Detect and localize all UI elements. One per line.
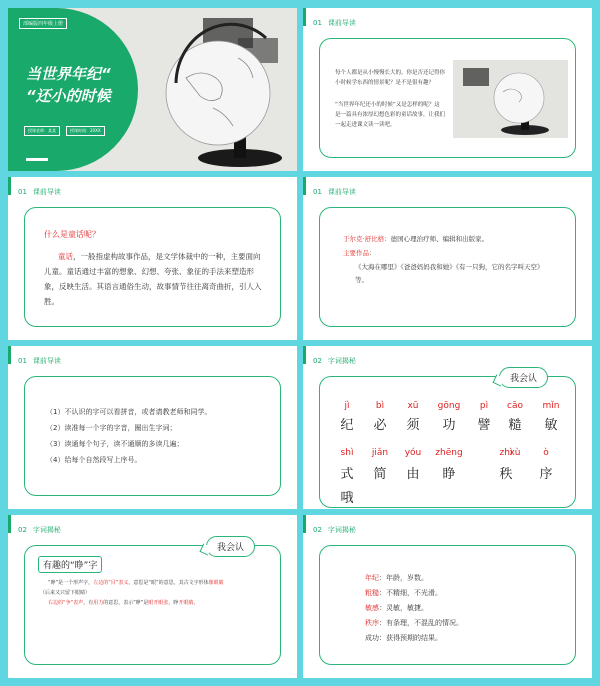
hanzi: 纪 <box>340 418 354 433</box>
slide-header: 02 字词揭秘 <box>313 357 356 365</box>
pinyin: xù <box>509 448 521 458</box>
slide-title[interactable] <box>8 8 297 171</box>
pinyin: zhēng <box>435 448 463 458</box>
slide-intro[interactable] <box>303 8 592 171</box>
globe-thumbnail <box>453 60 568 138</box>
pinyin: gōng <box>437 401 461 411</box>
date-badge: 授课时间：20XX <box>66 126 105 136</box>
hanzi: 须 <box>406 418 420 433</box>
header-marker <box>8 177 11 195</box>
header-marker <box>303 346 306 364</box>
pinyin: yóu <box>404 448 422 458</box>
works-line: 主要作品： <box>343 249 376 257</box>
hanzi: 譬 <box>477 418 491 433</box>
pinyin: xū <box>407 401 419 411</box>
hanzi: 秩 <box>499 467 513 482</box>
hanzi: 由 <box>406 467 420 482</box>
pinyin: jì <box>344 401 350 411</box>
slide-vocabulary-pinyin[interactable] <box>303 346 592 509</box>
term-fairytale: 童话 <box>58 252 73 261</box>
definition-item: 成功：获得预期的结果。 <box>365 634 442 642</box>
definition-list <box>365 571 565 646</box>
definition-text: 童话，一般指虚构故事作品，是文学体裁中的一种，主要面向儿童。童话通过丰富的想象、幻想、夸张、象征的手法来塑造形象，反映生活。其语言通俗生动，故事情节往往离奇曲折，引人入胜。 <box>44 252 262 306</box>
pinyin: pì <box>479 401 489 411</box>
author-line: 于尔克·舒比格：德国心理治疗师、编辑和出版家。 <box>343 235 489 243</box>
task-item: （4）给每个自然段写上序号。 <box>46 456 142 464</box>
intro-para-2: “当世界年纪还小的时候”又是怎样的呢？这是一篇具有浓厚幻想色彩的童话故事，让我们一起走进课文读一读吧。 <box>335 102 446 128</box>
definition-item: 秩序：有条理，不混乱的情况。 <box>365 619 463 627</box>
header-marker <box>303 8 306 26</box>
card-title: 有趣的“睁”字 <box>38 556 102 573</box>
slide-header: 01 课前导读 <box>313 19 356 27</box>
pinyin: shì <box>340 448 354 458</box>
hanzi: 式 <box>340 467 354 482</box>
slide-author[interactable] <box>303 177 592 340</box>
slide-reading-tasks[interactable] <box>8 346 297 509</box>
slide-header: 02 字词揭秘 <box>18 526 61 534</box>
definition-item: 年纪：年龄，岁数。 <box>365 574 428 582</box>
slide-header: 01 课前导读 <box>18 357 61 365</box>
task-item: （2）读准每一个字的字音，圈出生字词； <box>46 424 177 432</box>
speech-bubble: 我会认 <box>499 367 548 388</box>
course-tag: 部编版四年级上册 <box>19 18 67 29</box>
author-name: 于尔克·舒比格 <box>343 235 385 243</box>
task-item: （3）读通每个句子，读不通顺的多读几遍； <box>46 440 184 448</box>
pinyin: ò <box>543 448 549 458</box>
pinyin: bì <box>375 401 385 411</box>
hanzi: 敏 <box>544 418 558 433</box>
hanzi: 糙 <box>508 418 522 433</box>
hanzi: 必 <box>373 418 387 433</box>
hanzi: 功 <box>442 418 456 433</box>
works-list: 《大海在哪里》《爸爸妈妈我和她》《有一只狗，它的名字叫天空》等。 <box>355 263 544 284</box>
slide-fairytale-definition[interactable] <box>8 177 297 340</box>
task-item: （1）不认识的字可以看拼音，或者请教老师和同学。 <box>46 408 212 416</box>
header-marker <box>8 346 11 364</box>
works-label: 主要作品 <box>343 249 369 257</box>
question-heading: 什么是童话呢？ <box>44 230 100 239</box>
hanzi: 简 <box>373 467 387 482</box>
title-line-1: 当世界年纪“ <box>26 65 111 83</box>
slide-word-meanings[interactable] <box>303 515 592 678</box>
header-marker <box>8 515 11 533</box>
slide-header: 02 字词揭秘 <box>313 526 356 534</box>
teacher-badge: 授课老师：某某 <box>24 126 60 136</box>
speech-bubble: 我会认 <box>206 536 255 557</box>
hanzi: 哦 <box>340 491 354 506</box>
title-line-2: “还小的时候 <box>26 87 111 105</box>
slide-character-zheng[interactable] <box>8 515 297 678</box>
intro-para-1: 每个人都是从小慢慢长大的。你是否还记得你小时候学东西的情景呢？是不是很有趣？ <box>335 70 446 86</box>
definition-item: 敏感：灵敏，敏捷。 <box>365 604 428 612</box>
task-list <box>46 404 276 468</box>
pinyin: zhì <box>499 448 513 458</box>
header-marker <box>303 515 306 533</box>
pinyin: jiǎn <box>371 448 389 458</box>
slide-header: 01 课前导读 <box>313 188 356 196</box>
header-marker <box>303 177 306 195</box>
pinyin: mǐn <box>542 401 560 411</box>
hanzi: 序 <box>539 467 553 482</box>
definition-item: 粗糙：不精细，不光滑。 <box>365 589 442 597</box>
divider <box>26 158 48 161</box>
explanation: “睁”是一个形声字，左边的“目”表义，意思是“眼”的意思，其古文字形体像眼睛 （后来又只留下眼睛） 右边的“争”表声，有用力的意思，表示“睁”是眼开眼张，睁开眼睛。 <box>40 580 224 606</box>
pinyin: cāo <box>507 401 523 411</box>
slide-header: 01 课前导读 <box>18 188 61 196</box>
hanzi: 睁 <box>442 467 456 482</box>
